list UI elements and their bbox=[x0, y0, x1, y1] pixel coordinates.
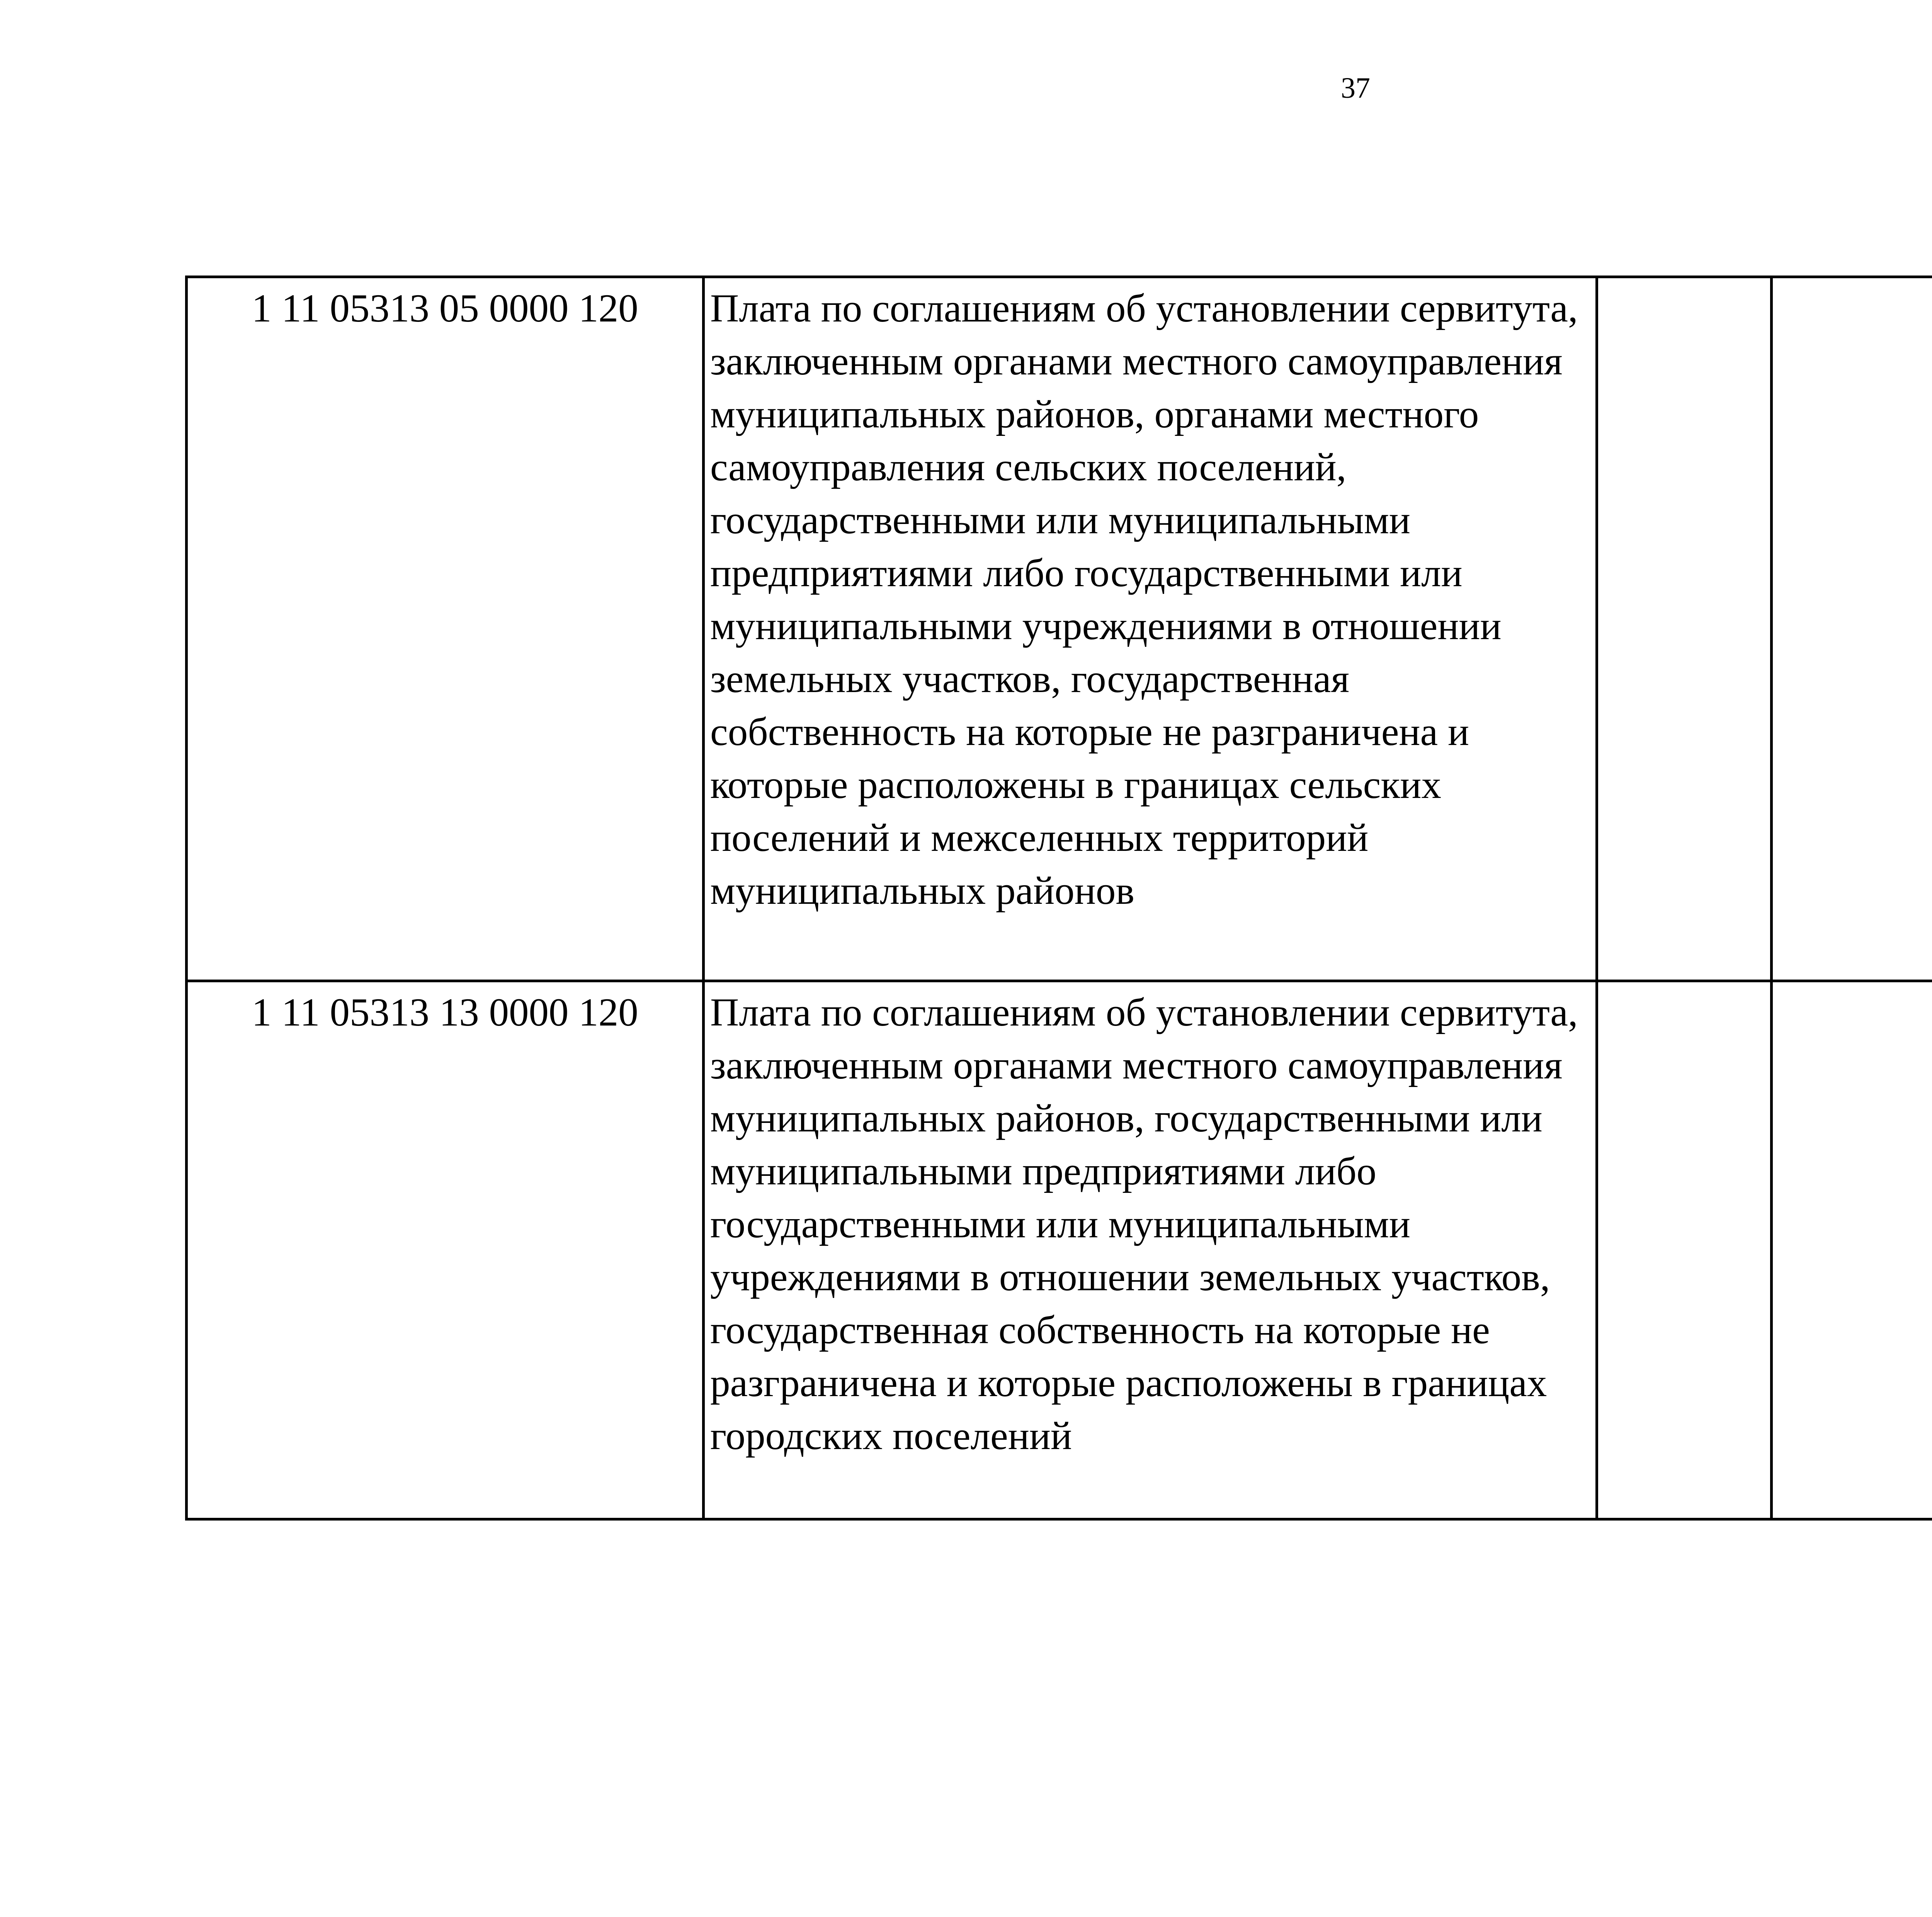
page-number: 37 bbox=[1341, 72, 1370, 104]
revenue-description: Плата по соглашениям об установлении сервитута, заключенным органами местного самоуправления муниципальных районов, органами местного самоуправления сельских поселений, государственными или муниципальными предприятиями либо государственными или муниципальными учреждениями в отношении земельных участков, государственная собственность на которые не разграничена и которые расположены в границах сельских поселений и межселенных территорий муниципальных районов bbox=[704, 277, 1597, 981]
revenue-table bbox=[185, 276, 1932, 1521]
table-row bbox=[187, 981, 1932, 1519]
table-row bbox=[187, 277, 1932, 981]
budget-classification-code: 1 11 05313 13 0000 120 bbox=[187, 981, 704, 1519]
budget-classification-code: 1 11 05313 05 0000 120 bbox=[187, 277, 704, 981]
value-cell-1 bbox=[1597, 981, 1772, 1519]
value-cell-2 bbox=[1772, 277, 1932, 981]
value-cell-1 bbox=[1597, 277, 1772, 981]
revenue-description: Плата по соглашениям об установлении сервитута, заключенным органами местного самоуправления муниципальных районов, государственными или муниципальными предприятиями либо государственными или муниципальными учреждениями в отношении земельных участков, государственная собственность на которые не разграничена и которые расположены в границах городских поселений bbox=[704, 981, 1597, 1519]
value-cell-2 bbox=[1772, 981, 1932, 1519]
